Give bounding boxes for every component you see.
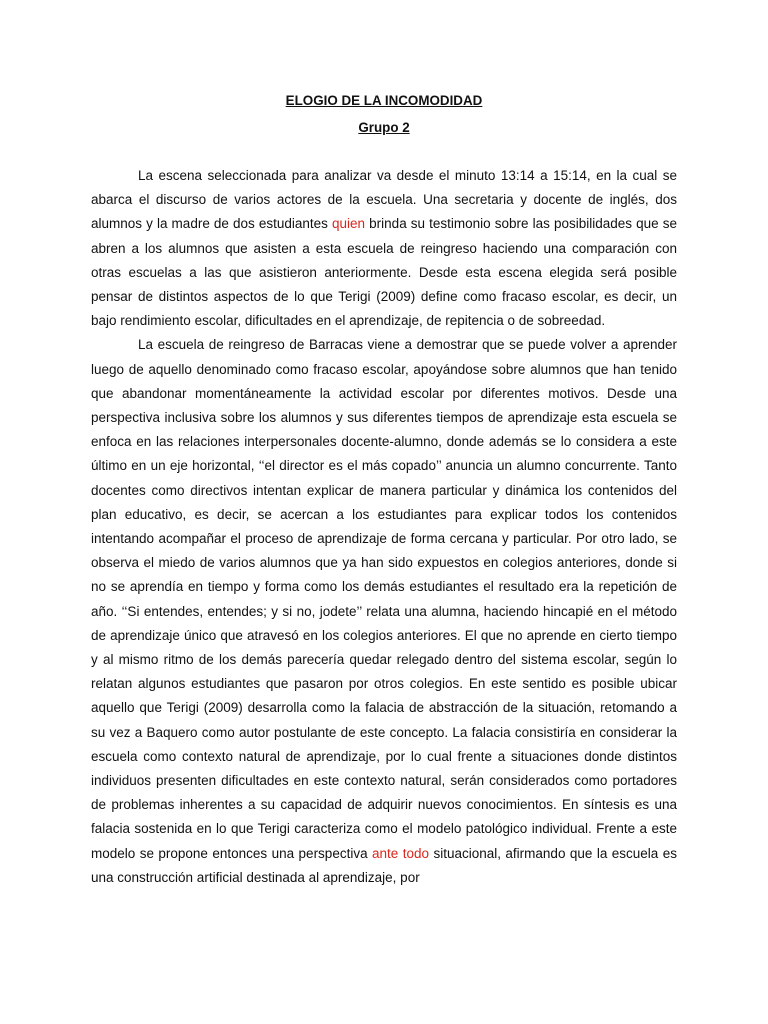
- document-body: [91, 164, 677, 890]
- text-segment: La escuela de reingreso de Barracas viene a demostrar que se puede volver a aprender luego de aquello denominado como fracaso escolar, apoyándose sobre alumnos que han tenido que abandonar momentáneamente la actividad escolar por diferentes motivos. Desde una perspectiva inclusiva sobre los alumnos y sus diferentes tiempos de aprendizaje esta escuela se enfoca en las relaciones interpersonales docente-alumno, donde además se lo considera a este último en un eje horizontal, ‘‘el director es el más copado’’ anuncia un alumno concurrente. Tanto docentes como directivos intentan explicar de manera particular y dinámica los contenidos del plan educativo, es decir, se acercan a los estudiantes para explicar todos los contenidos intentando acompañar el proceso de aprendizaje de forma cercana y particular. Por otro lado, se observa el miedo de varios alumnos que ya han sido expuestos en colegios anteriores, donde si no se aprendía en tiempo y forma como los demás estudiantes el resultado era la repetición de año. ‘‘Si entendes, entendes; y si no, jodete’’ relata una alumna, haciendo hincapié en el método de aprendizaje único que atravesó en los colegios anteriores. El que no aprende en cierto tiempo y al mismo ritmo de los demás parecería quedar relegado dentro del sistema escolar, según lo relatan algunos estudiantes que pasaron por otros colegios. En este sentido es posible ubicar aquello que Terigi (2009) desarrolla como la falacia de abstracción de la situación, retomando a su vez a Baquero como autor postulante de este concepto. La falacia consistiría en considerar la escuela como contexto natural de aprendizaje, por lo cual frente a situaciones donde distintos individuos presenten dificultades en este contexto natural, serán considerados como portadores de problemas inherentes a su capacidad de adquirir nuevos conocimientos. En síntesis es una falacia sostenida en lo que Terigi caracteriza como el modelo patológico individual. Frente a este modelo se propone entonces una perspectiva: [91, 337, 677, 861]
- text-segment: brinda su testimonio sobre las posibilidades que se abren a los alumnos que asisten a esta escuela de reingreso haciendo una comparación con otras escuelas a las que asistieron anteriormente. Desde esta escena elegida será posible pensar de distintos aspectos de lo que Terigi (2009) define como fracaso escolar, es decir, un bajo rendimiento escolar, dificultades en el aprendizaje, de repitencia o de sobreedad.: [91, 216, 677, 329]
- text-segment: La escena seleccionada para analizar va desde el minuto 13:14 a 15:14, en la cual se abarca el discurso de varios actores de la escuela. Una secretaria y docente de inglés, dos alumnos y la madre de dos estudiantes: [91, 168, 677, 232]
- highlighted-phrase-ante-todo: ante todo: [372, 845, 430, 861]
- document-title: ELOGIO DE LA INCOMODIDAD: [285, 93, 483, 108]
- highlighted-word-quien: quien: [332, 216, 366, 232]
- text-segment: situacional, afirmando que la escuela es una construcción artificial destinada al aprendizaje, por: [91, 845, 677, 885]
- paragraph-1: [91, 164, 677, 333]
- paragraph-2: [91, 333, 677, 890]
- document-subtitle: Grupo 2: [358, 120, 410, 135]
